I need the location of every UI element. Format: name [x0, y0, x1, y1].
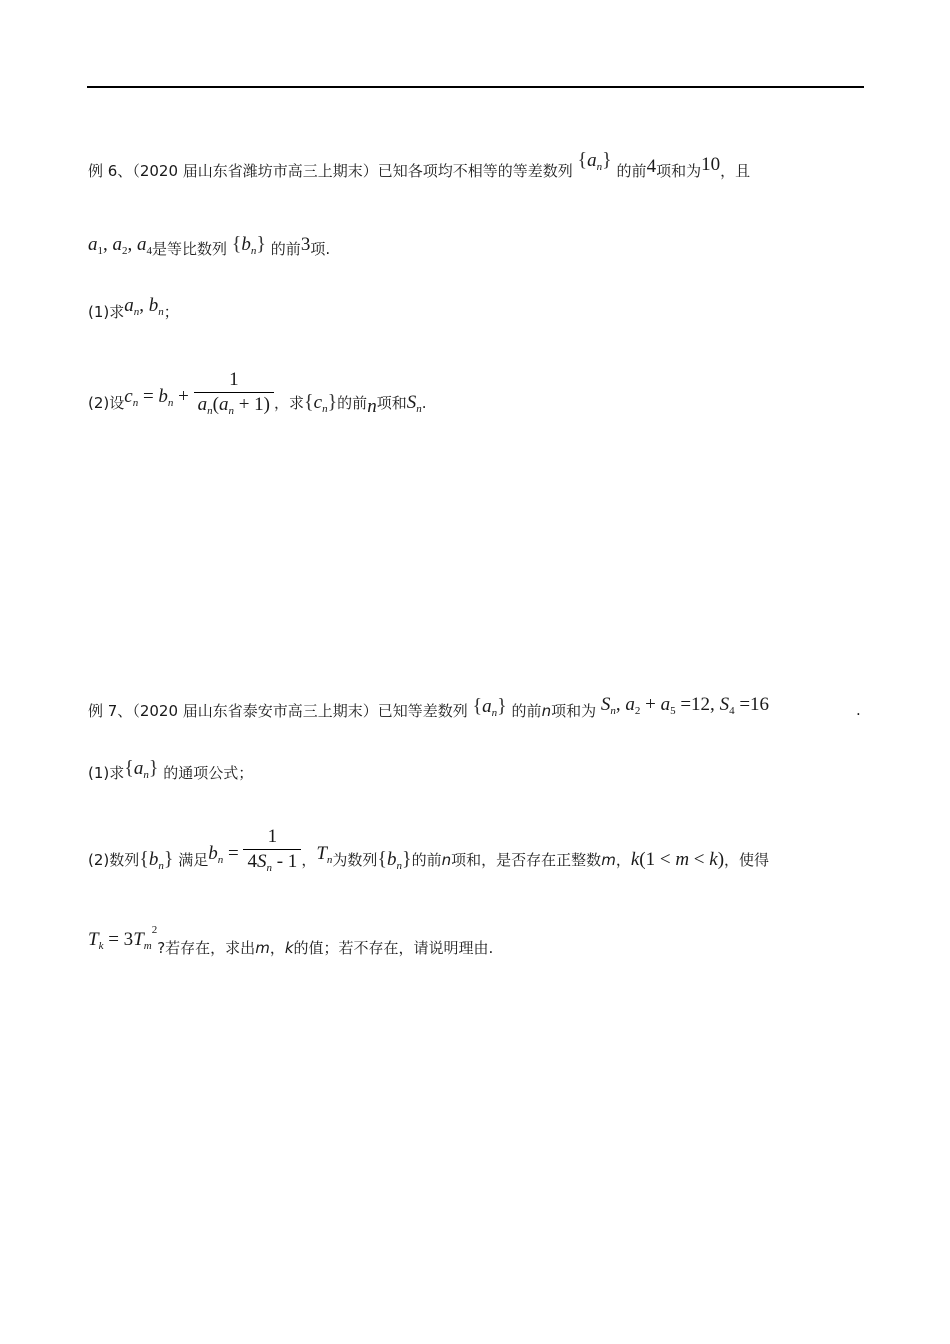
ex6-part2: (2)设$c_n = b_n$ + $\frac{1}{a_n(a_n + 1)}$ ，求$\{c_n\}$的前n项和$S_n$. — [88, 378, 426, 429]
ex7-condition: $S_n$, $a_2 + a_5 =12$, $S_4 =16$ — [600, 694, 770, 717]
fraction-bn: $\frac{1}{4S_n - 1}$ — [243, 827, 301, 878]
ex7-title: 例 7、 — [88, 702, 133, 720]
ex6-part1: (1)求$a_n$, $b_n$； — [88, 295, 179, 321]
fraction-1-over-an: $\frac{1}{a_n(a_n + 1)}$ — [194, 370, 274, 421]
seq-b: $\{b_n\}$ — [231, 233, 267, 257]
header-rule — [87, 86, 864, 88]
an-bn: $a_n$, $b_n$ — [124, 295, 164, 318]
ex7-part2-cont: $T_k = 3T_m^2$?若存在，求出m，k的值；若不存在，请说明理由. — [88, 924, 494, 957]
ex7-line1: 例 7、（2020 届山东省泰安市高三上期末）已知等差数列 $\{a_n\}$ 的前n项和为 $S_n$, $a_2 + a_5 =12$, $S_4 =16$ . — [88, 694, 861, 720]
ex7-source: （2020 届山东省泰安市高三上期末）已知等差数列 — [132, 702, 468, 720]
a1-a2-a4: $a_1$, $a_2$, $a_4$ — [88, 234, 152, 257]
seq-a: $\{a_n\}$ — [577, 149, 612, 173]
ex7-part2: (2)数列$\{b_n\}$ 满足$b_n$ = $\frac{1}{4S_n - 1}$ ，$T_n$为数列$\{b_n\}$的前n项和，是否存在正整数m，k(1 < m < k)，使得 — [88, 835, 769, 886]
tk-eq: $T_k = 3T_m^2$ — [88, 924, 158, 952]
ex7-part1: (1)求$\{a_n\}$ 的通项公式； — [88, 757, 254, 782]
ex6-title: 例 6、 — [88, 162, 133, 180]
ex6-line2: $a_1$, $a_2$, $a_4$是等比数列 $\{b_n\}$ 的前3项. — [88, 233, 331, 258]
ex6-line1: 例 6、（2020 届山东省潍坊市高三上期末）已知各项均不相等的等差数列 $\{a_n\}$ 的前4项和为10，且 — [88, 149, 751, 180]
ex6-source: （2020 届山东省潍坊市高三上期末）已知各项均不相等的等差数列 — [132, 162, 573, 180]
